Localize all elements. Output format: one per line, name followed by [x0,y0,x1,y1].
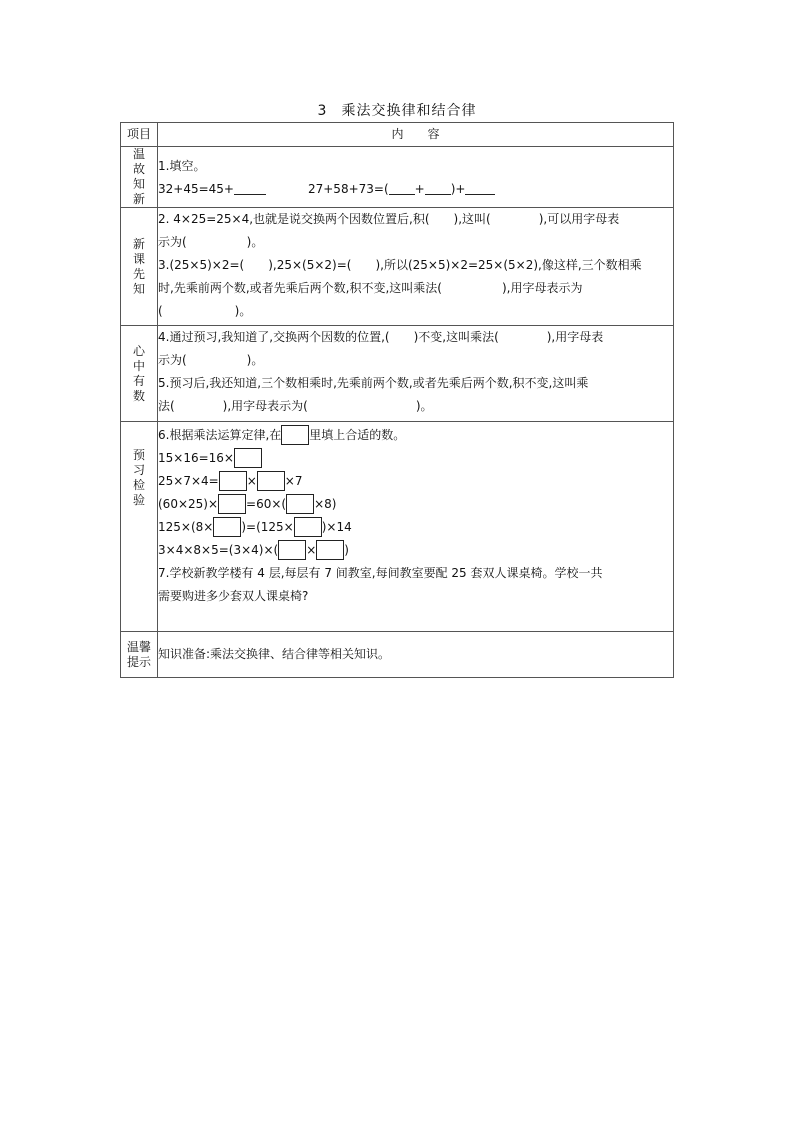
mind-content [158,326,674,422]
title-number: 3 [317,103,328,119]
equation-1: 15×16=16× [158,447,673,470]
preview-label: 预 习 检 验 [121,422,158,632]
answer-box[interactable] [286,494,314,514]
worksheet-table [120,122,674,678]
new-lesson-row [121,208,674,326]
answer-blank[interactable] [389,180,415,195]
review-content [158,147,674,208]
answer-box[interactable] [218,494,246,514]
answer-blank[interactable] [465,180,495,195]
question-6: 6.根据乘法运算定律,在 里填上合适的数。 [158,424,673,447]
review-equations: 32+45=45+ 27+58+73=( + )+ [158,178,673,201]
tips-row [121,632,674,678]
question-4-line-1: 4.通过预习,我知道了,交换两个因数的位置,( )不变,这叫乘法( ),用字母表 [158,330,604,344]
question-7-line-2: 需要购进多少套双人课桌椅? [158,589,309,603]
new-lesson-label: 新 课 先 知 [121,208,158,326]
answer-blank[interactable] [425,180,451,195]
title-text: 乘法交换律和结合律 [341,103,477,119]
header-content: 内 容 [158,123,674,147]
review-label: 温 故 知 新 [121,147,158,208]
tips-content [158,632,674,678]
question-1: 1.填空。 [158,159,206,173]
tips-text: 知识准备:乘法交换律、结合律等相关知识。 [158,647,391,661]
question-5-line-2: 法( ),用字母表示为( )。 [158,399,433,413]
answer-box[interactable] [316,540,344,560]
preview-content [158,422,674,632]
question-2-line-2: 示为( )。 [158,235,264,249]
mind-row [121,326,674,422]
equation-5: 3×4×8×5=(3×4)×( × ) [158,539,673,562]
question-5-line-1: 5.预习后,我还知道,三个数相乘时,先乘前两个数,或者先乘后两个数,积不变,这叫乘 [158,376,589,390]
equation-4: 125×(8× )=(125× )×14 [158,516,673,539]
question-3-line-1: 3.(25×5)×2=( ),25×(5×2)=( ),所以(25×5)×2=25×(5×2),像这样,三个数相乘 [158,258,642,272]
question-2-line-1: 2. 4×25=25×4,也就是说交换两个因数位置后,积( ),这叫( ),可以用字母表 [158,212,620,226]
review-row [121,147,674,208]
new-lesson-content [158,208,674,326]
tips-label: 温馨 提示 [121,632,158,678]
equation-2: 25×7×4= × ×7 [158,470,673,493]
answer-blank[interactable] [234,180,266,195]
question-3-line-2: 时,先乘前两个数,或者先乘后两个数,积不变,这叫乘法( ),用字母表示为 [158,281,583,295]
answer-box[interactable] [234,448,262,468]
answer-box[interactable] [278,540,306,560]
question-7-line-1: 7.学校新教学楼有 4 层,每层有 7 间教室,每间教室要配 25 套双人课桌椅。学校一共 [158,566,603,580]
preview-row [121,422,674,632]
header-row [121,123,674,147]
header-label: 项目 [121,123,158,147]
answer-box[interactable] [213,517,241,537]
mind-label: 心 中 有 数 [121,326,158,422]
question-3-line-3: ( )。 [158,304,252,318]
answer-box[interactable] [257,471,285,491]
page-title [0,100,794,120]
answer-box[interactable] [294,517,322,537]
answer-box[interactable] [219,471,247,491]
example-box [281,425,309,445]
question-4-line-2: 示为( )。 [158,353,264,367]
equation-3: (60×25)× =60×( ×8) [158,493,673,516]
